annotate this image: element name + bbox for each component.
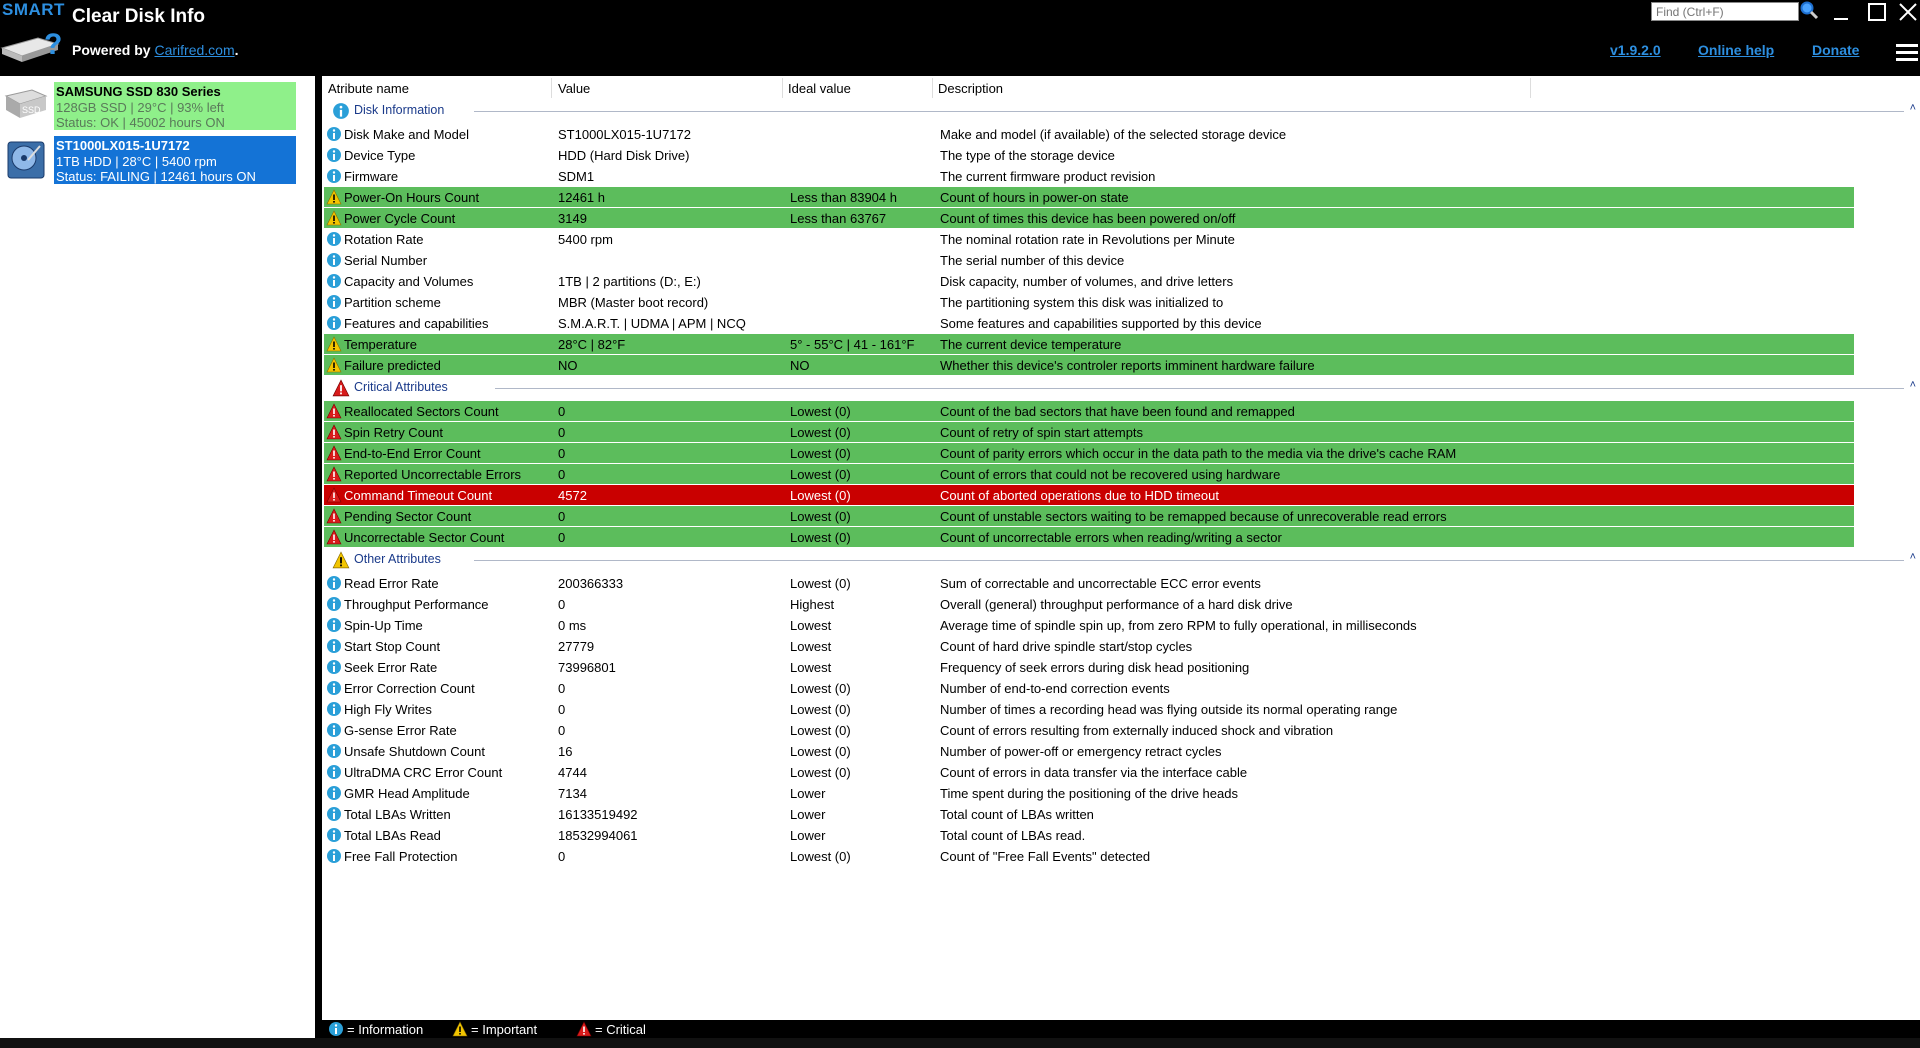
critical-icon (326, 529, 342, 545)
attribute-ideal: Lowest (790, 660, 832, 675)
info-icon (326, 638, 342, 654)
legend-bar (322, 1020, 1920, 1038)
attribute-ideal: Lowest (0) (790, 404, 851, 419)
column-header-description[interactable]: Description (938, 81, 1004, 96)
attributes-panel (322, 76, 1920, 1020)
info-icon (326, 848, 342, 864)
table-row[interactable] (324, 124, 1854, 144)
attribute-ideal: Lowest (0) (790, 467, 851, 482)
critical-icon (326, 508, 342, 524)
attribute-name: Spin Retry Count (344, 425, 443, 440)
carifred-link[interactable]: Carifred.com (154, 42, 235, 58)
hdd-icon (2, 138, 50, 180)
info-icon (326, 806, 342, 822)
attribute-description: Count of hours in power-on state (940, 190, 1129, 205)
attribute-description: Count of errors in data transfer via the interface cable (940, 765, 1248, 780)
group-label: Disk Information (354, 103, 445, 117)
attribute-ideal: Lower (790, 807, 826, 822)
attribute-ideal: Lower (790, 786, 826, 801)
attribute-value: 73996801 (558, 660, 616, 675)
attribute-description: Number of times a recording head was flying outside its normal operating range (940, 702, 1398, 717)
attribute-description: Count of parity errors which occur in the data path to the media via the drive's cache RAM (940, 446, 1457, 461)
attribute-description: Sum of correctable and uncorrectable ECC error events (940, 576, 1261, 591)
attribute-name: Uncorrectable Sector Count (344, 530, 505, 545)
table-row[interactable] (324, 208, 1854, 228)
attribute-name: Failure predicted (344, 358, 441, 373)
attribute-value: 0 (558, 597, 566, 612)
attribute-description: The serial number of this device (940, 253, 1125, 268)
info-icon (326, 701, 342, 717)
critical-icon (326, 424, 342, 440)
attribute-value: HDD (Hard Disk Drive) (558, 148, 690, 163)
table-row[interactable] (324, 292, 1854, 312)
column-header-ideal[interactable]: Ideal value (788, 81, 851, 96)
table-row[interactable] (324, 699, 1854, 719)
table-row[interactable] (324, 187, 1854, 207)
attribute-value: 0 (558, 702, 566, 717)
info-icon (326, 722, 342, 738)
collapse-icon[interactable]: ˄ (1909, 102, 1916, 114)
attribute-value: S.M.A.R.T. | UDMA | APM | NCQ (558, 316, 746, 331)
attribute-description: Count of uncorrectable errors when reading/writing a sector (940, 530, 1282, 545)
powered-by: Powered by Carifred.com. (72, 42, 239, 58)
table-row[interactable] (324, 443, 1854, 463)
info-icon (326, 659, 342, 675)
legend-important: = Important (452, 1021, 537, 1037)
attribute-ideal: Lowest (0) (790, 425, 851, 440)
critical-icon (332, 379, 350, 397)
attribute-name: Total LBAs Read (344, 828, 441, 843)
attribute-value: 12461 h (558, 190, 605, 205)
table-row[interactable] (324, 229, 1854, 249)
attribute-name: Partition scheme (344, 295, 441, 310)
critical-icon (326, 466, 342, 482)
warning-icon (326, 210, 342, 226)
attribute-ideal: Lowest (0) (790, 576, 851, 591)
info-icon (326, 617, 342, 633)
attribute-description: Disk capacity, number of volumes, and drive letters (940, 274, 1234, 289)
table-row[interactable] (324, 422, 1854, 442)
info-icon (326, 743, 342, 759)
attribute-ideal: NO (790, 358, 810, 373)
info-icon (326, 315, 342, 331)
table-row[interactable] (324, 506, 1854, 526)
info-icon (326, 294, 342, 310)
info-icon (326, 596, 342, 612)
info-icon (326, 252, 342, 268)
critical-icon (326, 445, 342, 461)
attribute-name: Serial Number (344, 253, 428, 268)
group-header[interactable] (322, 100, 1920, 122)
attribute-description: The partitioning system this disk was initialized to (940, 295, 1224, 310)
attribute-name: Rotation Rate (344, 232, 424, 247)
attribute-value: 0 (558, 723, 566, 738)
attribute-value: 0 (558, 467, 566, 482)
attribute-name: Power-On Hours Count (344, 190, 480, 205)
attribute-value: 16 (558, 744, 573, 759)
attribute-name: Disk Make and Model (344, 127, 469, 142)
attribute-description: Count of aborted operations due to HDD timeout (940, 488, 1219, 503)
warning-icon (452, 1021, 468, 1037)
group-label: Other Attributes (354, 552, 441, 566)
warning-icon (326, 357, 342, 373)
attribute-value: 28°C | 82°F (558, 337, 626, 352)
attribute-ideal: Highest (790, 597, 835, 612)
attribute-name: G-sense Error Rate (344, 723, 457, 738)
ssd-icon (2, 84, 50, 126)
attribute-name: Power Cycle Count (344, 211, 456, 226)
close-icon[interactable] (1892, 0, 1920, 26)
attribute-description: Count of unstable sectors waiting to be remapped because of unrecoverable read errors (940, 509, 1447, 524)
attribute-name: Reallocated Sectors Count (344, 404, 499, 419)
attribute-ideal: Lowest (0) (790, 509, 851, 524)
table-row[interactable] (324, 401, 1854, 421)
attribute-description: The nominal rotation rate in Revolutions per Minute (940, 232, 1235, 247)
attribute-name: Total LBAs Written (344, 807, 451, 822)
attribute-name: Firmware (344, 169, 399, 184)
attribute-description: The type of the storage device (940, 148, 1115, 163)
attribute-value: 0 (558, 530, 566, 545)
info-icon (326, 273, 342, 289)
attribute-ideal: Lowest (0) (790, 765, 851, 780)
attribute-description: Total count of LBAs read. (940, 828, 1086, 843)
maximize-icon[interactable] (1861, 0, 1891, 26)
attribute-name: Free Fall Protection (344, 849, 458, 864)
attribute-value: 4572 (558, 488, 587, 503)
svg-text:SSD: SSD (22, 105, 41, 115)
table-row[interactable] (324, 573, 1854, 593)
attribute-ideal: Lowest (0) (790, 488, 851, 503)
find-input[interactable] (1651, 2, 1799, 21)
attribute-name: Reported Uncorrectable Errors (344, 467, 522, 482)
taskbar-strip (0, 1038, 1920, 1048)
warning-icon (326, 189, 342, 205)
attribute-value: 0 ms (558, 618, 587, 633)
attribute-value: 5400 rpm (558, 232, 613, 247)
info-icon (326, 827, 342, 843)
table-row[interactable] (324, 271, 1854, 291)
attribute-value: 1TB | 2 partitions (D:, E:) (558, 274, 701, 289)
attribute-value: 0 (558, 425, 566, 440)
svg-text:?: ? (44, 28, 62, 61)
legend-info: = Information (328, 1021, 423, 1037)
attribute-value: 0 (558, 509, 566, 524)
attribute-name: Seek Error Rate (344, 660, 438, 675)
attribute-description: Frequency of seek errors during disk head positioning (940, 660, 1250, 675)
attribute-value: 27779 (558, 639, 595, 654)
attribute-name: Start Stop Count (344, 639, 441, 654)
info-icon (326, 764, 342, 780)
warning-icon (332, 551, 350, 569)
attribute-name: Pending Sector Count (344, 509, 472, 524)
app-title: Clear Disk Info (72, 6, 206, 27)
attribute-description: Overall (general) throughput performance of a hard disk drive (940, 597, 1293, 612)
attribute-name: Command Timeout Count (344, 488, 493, 503)
info-icon (326, 168, 342, 184)
panel-splitter[interactable] (315, 76, 322, 1038)
disk-item-hdd[interactable] (2, 136, 294, 184)
attribute-value: 0 (558, 446, 566, 461)
info-icon (326, 575, 342, 591)
attribute-description: Average time of spindle spin up, from zero RPM to fully operational, in milliseconds (940, 618, 1417, 633)
online-help-link[interactable]: Online help (1698, 42, 1775, 58)
attribute-description: Count of the bad sectors that have been found and remapped (940, 404, 1295, 419)
attribute-value: 200366333 (558, 576, 624, 591)
warning-icon (326, 336, 342, 352)
info-icon (326, 147, 342, 163)
attribute-description: Count of times this device has been powered on/off (940, 211, 1236, 226)
attribute-value: 18532994061 (558, 828, 638, 843)
attribute-ideal: Lowest (790, 639, 832, 654)
attribute-name: Read Error Rate (344, 576, 439, 591)
table-row[interactable] (324, 615, 1854, 635)
attribute-description: Whether this device's controler reports imminent hardware failure (940, 358, 1315, 373)
attribute-ideal: 5° - 55°C | 41 - 161°F (790, 337, 915, 352)
table-row[interactable] (324, 464, 1854, 484)
attribute-ideal: Lowest (0) (790, 849, 851, 864)
attribute-description: Number of end-to-end correction events (940, 681, 1170, 696)
attribute-name: High Fly Writes (344, 702, 432, 717)
attribute-name: End-to-End Error Count (344, 446, 481, 461)
attribute-description: The current device temperature (940, 337, 1122, 352)
legend-critical: = Critical (576, 1021, 646, 1037)
attribute-name: Error Correction Count (344, 681, 475, 696)
attribute-name: UltraDMA CRC Error Count (344, 765, 503, 780)
attribute-description: Total count of LBAs written (940, 807, 1094, 822)
table-row[interactable] (324, 846, 1854, 866)
info-icon (326, 231, 342, 247)
table-row[interactable] (324, 334, 1854, 354)
version-link[interactable]: v1.9.2.0 (1610, 42, 1661, 58)
smart-logo: SMART (2, 0, 65, 19)
search-icon[interactable] (1798, 0, 1820, 22)
donate-link[interactable]: Donate (1812, 42, 1860, 58)
attribute-value: 0 (558, 404, 566, 419)
group-label: Critical Attributes (354, 380, 448, 394)
attribute-description: Count of errors that could not be recovered using hardware (940, 467, 1281, 482)
attribute-description: Count of errors resulting from externally induced shock and vibration (940, 723, 1334, 738)
table-row[interactable] (324, 678, 1854, 698)
attribute-value: NO (558, 358, 578, 373)
attribute-name: Capacity and Volumes (344, 274, 474, 289)
table-row[interactable] (324, 825, 1854, 845)
disk-info-ssd: SAMSUNG SSD 830 Series 128GB SSD | 29°C | 93% left Status: OK | 45002 hours ON (54, 82, 296, 130)
attribute-ideal: Lowest (0) (790, 530, 851, 545)
table-row[interactable] (324, 804, 1854, 824)
column-header-value[interactable]: Value (558, 81, 591, 96)
table-row[interactable] (324, 313, 1854, 333)
table-row[interactable] (324, 485, 1854, 505)
attribute-value: 0 (558, 849, 566, 864)
table-row[interactable] (324, 527, 1854, 547)
attribute-name: Unsafe Shutdown Count (344, 744, 485, 759)
attribute-description: Time spent during the positioning of the drive heads (940, 786, 1238, 801)
attribute-ideal: Less than 63767 (790, 211, 887, 226)
info-icon (326, 680, 342, 696)
attribute-value: SDM1 (558, 169, 595, 184)
attribute-name: GMR Head Amplitude (344, 786, 470, 801)
collapse-icon[interactable]: ˄ (1909, 379, 1916, 391)
info-icon (326, 785, 342, 801)
table-row[interactable] (324, 145, 1854, 165)
attribute-name: Spin-Up Time (344, 618, 423, 633)
attribute-value: ST1000LX015-1U7172 (558, 127, 691, 142)
attribute-ideal: Lowest (0) (790, 723, 851, 738)
column-headers (322, 76, 1920, 100)
attribute-ideal: Less than 83904 h (790, 190, 897, 205)
attribute-description: Number of power-off or emergency retract cycles (940, 744, 1222, 759)
table-row[interactable] (324, 250, 1854, 270)
attribute-value: 3149 (558, 211, 587, 226)
attribute-name: Temperature (344, 337, 417, 352)
table-row[interactable] (324, 166, 1854, 186)
table-row[interactable] (324, 762, 1854, 782)
column-header-name[interactable]: Atribute name (328, 81, 409, 96)
attribute-value: 16133519492 (558, 807, 638, 822)
attribute-name: Device Type (344, 148, 416, 163)
attribute-description: Make and model (if available) of the selected storage device (940, 127, 1287, 142)
table-row[interactable] (324, 720, 1854, 740)
attribute-ideal: Lowest (0) (790, 744, 851, 759)
table-row[interactable] (324, 355, 1854, 375)
attribute-ideal: Lowest (0) (790, 681, 851, 696)
attribute-name: Throughput Performance (344, 597, 489, 612)
collapse-icon[interactable]: ˄ (1909, 551, 1916, 563)
attribute-description: Count of hard drive spindle start/stop cycles (940, 639, 1193, 654)
attribute-description: The current firmware product revision (940, 169, 1156, 184)
menu-icon[interactable] (1896, 44, 1918, 66)
info-icon (332, 102, 350, 120)
attribute-name: Features and capabilities (344, 316, 489, 331)
critical-icon (576, 1021, 592, 1037)
attribute-description: Count of retry of spin start attempts (940, 425, 1144, 440)
attribute-value: 0 (558, 681, 566, 696)
table-row[interactable] (324, 636, 1854, 656)
attribute-ideal: Lowest (0) (790, 446, 851, 461)
disk-question-icon (0, 26, 62, 66)
critical-icon (326, 403, 342, 419)
attribute-value: 7134 (558, 786, 587, 801)
table-row[interactable] (324, 741, 1854, 761)
app-header (0, 0, 1920, 76)
disk-list (0, 76, 315, 1038)
attribute-description: Count of "Free Fall Events" detected (940, 849, 1151, 864)
attribute-value: 4744 (558, 765, 587, 780)
attribute-description: Some features and capabilities supported by this device (940, 316, 1262, 331)
group-header[interactable] (322, 549, 1920, 571)
disk-item-ssd[interactable] (2, 82, 294, 130)
attribute-ideal: Lowest (0) (790, 702, 851, 717)
table-row[interactable] (324, 657, 1854, 677)
minimize-icon[interactable] (1826, 0, 1856, 26)
info-icon (326, 126, 342, 142)
disk-info-hdd: ST1000LX015-1U7172 1TB HDD | 28°C | 5400 rpm Status: FAILING | 12461 hours ON (54, 136, 296, 184)
attribute-ideal: Lowest (790, 618, 832, 633)
attribute-ideal: Lower (790, 828, 826, 843)
group-header[interactable] (322, 377, 1920, 399)
info-icon (328, 1021, 344, 1037)
table-row[interactable] (324, 594, 1854, 614)
critical-icon (326, 487, 342, 503)
attribute-value: MBR (Master boot record) (558, 295, 709, 310)
table-row[interactable] (324, 783, 1854, 803)
